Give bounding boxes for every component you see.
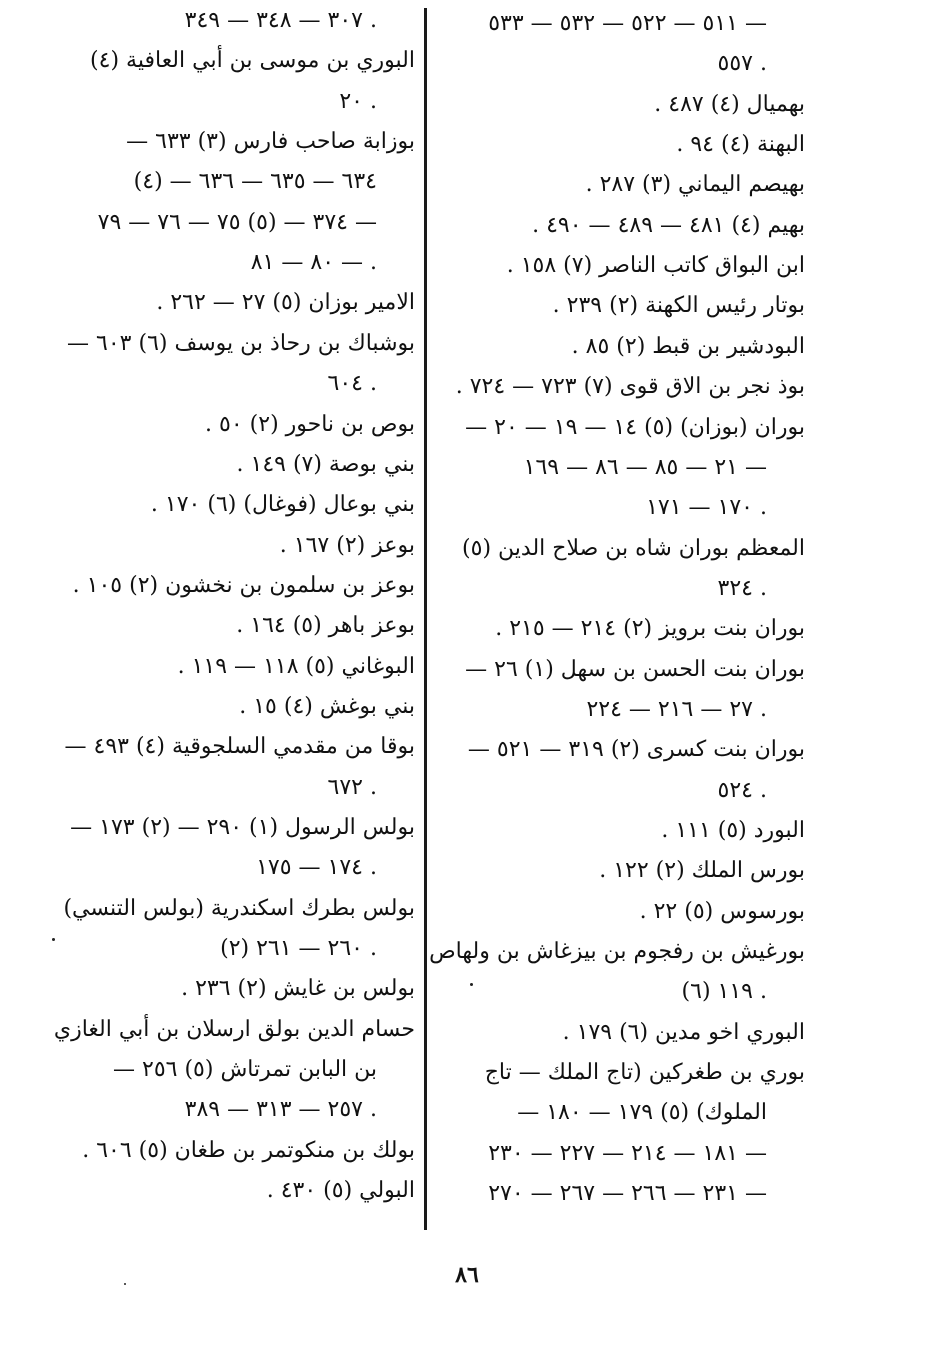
index-entry: بني بوغش (٤) ١٥ .: [239, 693, 415, 719]
index-entry: بوعز باهر (٥) ١٦٤ .: [236, 613, 415, 639]
index-entry-continuation: ١٨١ — ٢١٤ — ٢٢٧ — ٢٣٠ —: [488, 1140, 767, 1166]
index-entry: بهيم (٤) ٤٨١ — ٤٨٩ — ٤٩٠ .: [532, 212, 805, 238]
index-entry: بني بوعال (فوغال) (٦) ١٧٠ .: [150, 492, 415, 518]
index-entry: بولك بن منكوتمر بن طغان (٥) ٦٠٦ .: [82, 1137, 415, 1163]
index-entry: بوذ نجر بن الاق قوى (٧) ٧٢٣ — ٧٢٤ .: [455, 374, 805, 400]
column-divider: [424, 8, 427, 1230]
index-entry: بورغيش بن رفجوم بن بيزغاش بن ولهاص: [429, 939, 805, 965]
index-entry: البودشير بن قبط (٢) ٨٥ .: [571, 333, 805, 359]
index-entry: بولس بن غايش (٢) ٢٣٦ .: [181, 976, 415, 1002]
index-entry: بورس الملك (٢) ١٢٢ .: [599, 858, 805, 884]
index-entry: بني بوصة (٧) ١٤٩ .: [236, 451, 415, 477]
index-entry-continuation: (٢) ٢٦٠ — ٢٦١ .: [220, 936, 377, 962]
index-entry: بورسوس (٥) ٢٢ .: [639, 898, 805, 924]
index-entry-continuation: ٢٣١ — ٢٦٦ — ٢٦٧ — ٢٧٠ —: [488, 1181, 767, 1207]
index-entry-continuation: ٥١١ — ٥٢٢ — ٥٣٢ — ٥٣٣ —: [488, 11, 767, 36]
scan-speck: [470, 983, 473, 986]
index-entry: بهميال (٤) ٤٨٧ .: [654, 91, 805, 117]
index-entry-continuation: ١٧٤ — ١٧٥ .: [256, 855, 377, 881]
index-entry-continuation: الملوك) (٥) ١٧٩ — ١٨٠ —: [517, 1100, 767, 1126]
index-entry-continuation: ٥٢٤ .: [717, 777, 767, 803]
index-entry: بوشباك بن رحاذ بن يوسف (٦) ٦٠٣ —: [67, 330, 415, 356]
scan-speck: [124, 1283, 126, 1285]
page-number: ٨٦: [455, 1262, 479, 1288]
index-entry-continuation: ٢٠ .: [339, 88, 377, 114]
index-entry: البوري بن موسى بن أبي العافية (٤): [90, 48, 415, 74]
index-entry: الامير بوزان (٥) ٢٧ — ٢٦٢ .: [156, 290, 415, 316]
index-entry: بوعز (٢) ١٦٧ .: [279, 532, 415, 558]
index-entry: ابن البواق كاتب الناصر (٧) ١٥٨ .: [506, 253, 805, 279]
index-entry: البهنة (٤) ٩٤ .: [676, 132, 805, 158]
index-entry: بوران بنت كسرى (٢) ٣١٩ — ٥٢١ —: [467, 737, 805, 763]
index-entry: البوغاني (٥) ١١٨ — ١١٩ .: [177, 653, 415, 679]
index-entry-continuation: ٣٠٧ — ٣٤٨ — ٣٤٩ .: [184, 8, 377, 33]
index-entry-continuation: بن البابن تمرتاش (٥) ٢٥٦ —: [113, 1057, 377, 1083]
index-entry: البوري اخو مدين (٦) ١٧٩ .: [562, 1019, 805, 1045]
index-entry: بوران بنت الحسن بن سهل (١) ٢٦ —: [465, 656, 805, 682]
index-entry: بوقا من مقدمي السلجوقية (٤) ٤٩٣ —: [64, 734, 415, 760]
index-entry: بوران بنت برويز (٢) ٢١٤ — ٢١٥ .: [495, 616, 805, 642]
index-entry-continuation: ٥٥٧ .: [717, 51, 767, 77]
index-entry: بولس الرسول (١) ٢٩٠ — (٢) ١٧٣ —: [70, 815, 415, 840]
index-entry: بوري بن طغركين (تاج الملك — تاج: [484, 1060, 805, 1086]
index-entry-continuation: ٦٣٤ — ٦٣٥ — ٦٣٦ — (٤): [133, 169, 377, 195]
index-entry: بوتار رئيس الكهنة (٢) ٢٣٩ .: [552, 293, 805, 319]
index-entry-continuation: ٨٠ — ٨١ — .: [250, 250, 377, 276]
index-entry: بوران (بوزان) (٥) ١٤ — ١٩ — ٢٠ —: [465, 414, 805, 440]
index-entry-continuation: ٦٠٤ .: [327, 371, 377, 397]
index-entry: بولس بطرك اسكندرية (بولس التنسي): [63, 895, 415, 921]
index-entry-continuation: ٢١ — ٨٥ — ٨٦ — ١٦٩ —: [523, 454, 767, 480]
index-entry-continuation: ٢٧ — ٢١٦ — ٢٢٤ .: [586, 696, 767, 722]
index-entry-continuation: ١٧٠ — ١٧١ .: [646, 495, 767, 521]
index-entry: بهيصم اليماني (٣) ٢٨٧ .: [585, 172, 805, 198]
index-entry: البورد (٥) ١١١ .: [661, 818, 805, 843]
index-entry-continuation: (٦) ١١٩ .: [681, 979, 767, 1005]
index-entry-continuation: ٢٥٧ — ٣١٣ — ٣٨٩ .: [184, 1097, 377, 1123]
index-entry: بوزابة صاحب فارس (٣) ٦٣٣ —: [126, 129, 415, 155]
index-entry: حسام الدين بولق ارسلان بن أبي الغازي: [53, 1016, 415, 1042]
index-entry: البولي (٥) ٤٣٠ .: [266, 1178, 415, 1204]
index-entry-continuation: ٣٢٤ .: [717, 575, 767, 601]
index-entry-continuation: ٦٧٢ .: [327, 774, 377, 800]
index-entry: المعظم بوران شاه بن صلاح الدين (٥): [462, 535, 805, 561]
index-entry: بوص بن ناحور (٢) ٥٠ .: [205, 411, 415, 437]
index-entry: بوعز بن سلمون بن نخشون (٢) ١٠٥ .: [72, 572, 415, 598]
scan-speck: [52, 938, 55, 941]
index-entry-continuation: ٣٧٤ — (٥) ٧٥ — ٧٦ — ٧٩ —: [97, 209, 377, 235]
